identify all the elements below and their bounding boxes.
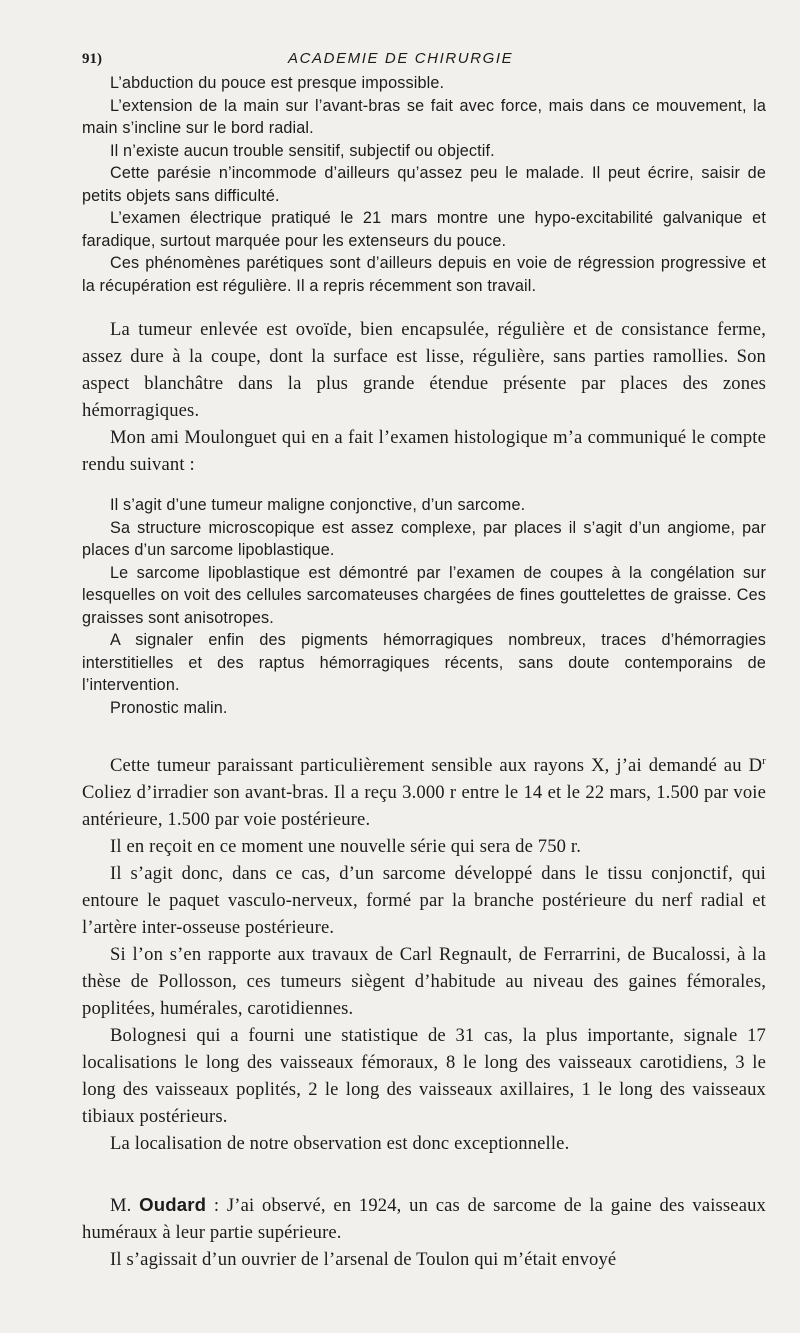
paragraph: L’extension de la main sur l’avant-bras se fait avec force, mais dans ce mouvement, la main s’incline sur le bord radial. xyxy=(82,96,766,137)
paragraph: Il s’agissait d’un ouvrier de l’arsenal de Toulon qui m’était envoyé xyxy=(110,1249,617,1270)
section-discussion xyxy=(82,752,766,1157)
paragraph xyxy=(82,752,766,833)
paragraph: Si l’on s’en rapporte aux travaux de Carl Regnault, de Ferrarrini, de Bucalossi, à la thèse de Pollosson, ces tumeurs siègent d’habitude au niveau des gaines fémorales, poplitées, humérales, carotidiennes. xyxy=(82,944,766,1019)
paragraph: L’abduction du pouce est presque impossible. xyxy=(110,74,445,92)
paragraph: Mon ami Moulonguet qui en a fait l’examen histologique m’a communiqué le compte rendu suivant : xyxy=(82,427,766,475)
paragraph: Ces phénomènes parétiques sont d’ailleurs depuis en voie de régression progressive et la récupération est régulière. Il a repris récemment son travail. xyxy=(82,254,766,295)
paragraph: Cette parésie n’incommode d’ailleurs qu’assez peu le malade. Il peut écrire, saisir de petits objets sans difficulté. xyxy=(82,164,766,205)
paragraph: Pronostic malin. xyxy=(110,698,228,717)
section-clinical-findings xyxy=(82,72,766,297)
paragraph: Il en reçoit en ce moment une nouvelle série qui sera de 750 r. xyxy=(110,836,582,857)
paragraph: L’examen électrique pratiqué le 21 mars montre une hypo-excitabilité galvanique et faradique, surtout marquée pour les extenseurs du pouce. xyxy=(82,209,766,250)
page-number: 91) xyxy=(82,51,102,67)
text-run: Coliez d’irradier son avant-bras. Il a reçu 3.000 r entre le 14 et le 22 mars, 1.500 par voie antérieure, 1.500 par voie postérieure. xyxy=(82,782,766,830)
paragraph: Le sarcome lipoblastique est démontré par l’examen de coupes à la congélation sur lesquelles on voit des cellules sarcomateuses chargées de fines gouttelettes de graisse. Ces graisses sont anisotropes. xyxy=(82,563,766,627)
document-page xyxy=(82,44,766,1273)
paragraph: A signaler enfin des pigments hémorragiques nombreux, traces d’hémorragies interstitielles et des raptus hémorragiques récents, sans doute contemporains de l’intervention. xyxy=(82,631,766,694)
running-title: ACADEMIE DE CHIRURGIE xyxy=(288,50,514,67)
paragraph: La localisation de notre observation est donc exceptionnelle. xyxy=(110,1133,570,1154)
text-run: : J’ai observé, en 1924, un cas de sarcome de la gaine des vaisseaux huméraux à leur partie supérieure. xyxy=(82,1195,767,1243)
paragraph xyxy=(82,1191,766,1246)
paragraph: Il n’existe aucun trouble sensitif, subjectif ou objectif. xyxy=(110,141,495,160)
speaker-name: Oudard xyxy=(139,1194,207,1215)
paragraph: Il s’agit donc, dans ce cas, d’un sarcome développé dans le tissu conjonctif, qui entoure le paquet vasculo-nerveux, formé par la branche postérieure du nerf radial et l’artère inter-osseuse postérieure. xyxy=(82,863,766,938)
superscript: r xyxy=(762,754,766,767)
paragraph: Il s’agit d’une tumeur maligne conjonctive, d’un sarcome. xyxy=(110,496,526,514)
section-histology-report xyxy=(82,494,766,719)
paragraph: Bolognesi qui a fourni une statistique de 31 cas, la plus importante, signale 17 localisations le long des vaisseaux fémoraux, 8 le long des vaisseaux carotidiens, 3 le long des vaisseaux poplités, 2 le long des vaisseaux axillaires, 1 le long des vaisseaux tibiaux postérieurs. xyxy=(82,1025,766,1127)
paragraph: Sa structure microscopique est assez complexe, par places il s’agit d’un angiome, par places d’un sarcome lipoblastique. xyxy=(82,518,766,559)
salutation: M. xyxy=(110,1195,140,1216)
page-header xyxy=(82,44,766,72)
text-run: Cette tumeur paraissant particulièrement sensible aux rayons X, j’ai demandé au D xyxy=(110,755,763,776)
section-tumor-description xyxy=(82,316,766,478)
section-oudard-remark xyxy=(82,1191,766,1273)
paragraph: La tumeur enlevée est ovoïde, bien encapsulée, régulière et de consistance ferme, assez dure à la coupe, dont la surface est lisse, régulière, sans parties ramollies. Son aspect blanchâtre dans la plus grande étendue présente par places des zones hémorragiques. xyxy=(82,319,766,421)
